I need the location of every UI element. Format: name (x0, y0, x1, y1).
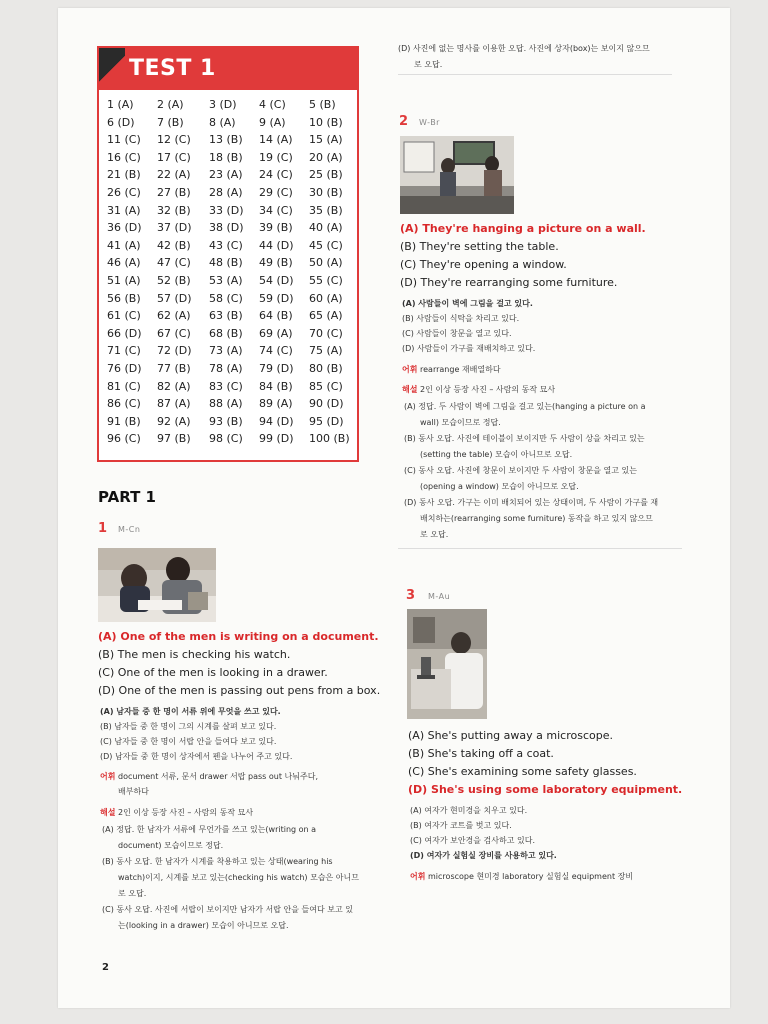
corner-decoration (99, 48, 125, 90)
answer-key-item: 52 (B) (157, 274, 191, 287)
q3-speaker: M-Au (428, 592, 451, 601)
q1-number: 1 (98, 521, 108, 536)
answer-key-item: 21 (B) (107, 168, 141, 182)
answer-key-item: 93 (B) (209, 414, 243, 428)
answer-key-item: 13 (B) (209, 133, 243, 147)
q1-translation-c: (C) 남자들 중 한 명이 서랍 안을 들여다 보고 있다. (100, 737, 277, 746)
answer-key-item: 85 (C) (309, 379, 343, 393)
answer-key-item: 25 (B) (309, 168, 343, 182)
answer-key-item: 67 (C) (157, 326, 191, 340)
q1-option-a: (A) One of the men is writing on a document. (98, 630, 379, 643)
answer-key-item: 64 (B) (259, 309, 293, 323)
q2-exp-line: (C) 동사 오답. 사진에 창문이 보이지만 두 사람이 창문을 열고 있는 (404, 466, 637, 475)
q3-option-d: (D) She's using some laboratory equipment. (408, 783, 683, 796)
answer-key-item: 66 (D) (107, 326, 142, 340)
answer-key-item: 79 (D) (259, 362, 294, 375)
answer-key-item: 77 (B) (157, 362, 191, 375)
answer-key-item: 39 (B) (259, 221, 293, 235)
answer-key-item: 90 (D) (309, 397, 344, 411)
answer-key-item: 20 (A) (309, 150, 343, 164)
answer-key-item: 72 (D) (157, 344, 192, 358)
answer-key-item: 97 (B) (157, 432, 191, 446)
answer-key-item: 15 (A) (309, 133, 343, 147)
answer-key-item: 53 (A) (209, 274, 243, 287)
answer-key-item: 88 (A) (209, 397, 243, 411)
answer-key-item: 71 (C) (107, 344, 141, 358)
q1-exp-line: document) 모습이므로 정답. (118, 841, 224, 850)
answer-key-box (97, 46, 359, 462)
q2-vocab (402, 364, 501, 375)
answer-key-item: 45 (C) (309, 238, 343, 252)
answer-key-item: 62 (A) (157, 309, 191, 323)
q1-option-d: (D) One of the men is passing out pens from a box. (98, 684, 381, 697)
q1-exp-title: 2인 이상 등장 사진 – 사람의 동작 묘사 (118, 808, 254, 817)
q2-exp-line: (setting the table) 모습이 아니므로 오답. (420, 450, 573, 459)
answer-key-item: 96 (C) (107, 432, 141, 446)
answer-key-item: 26 (C) (107, 186, 141, 199)
answer-key-item: 95 (D) (309, 414, 344, 428)
answer-key-item: 82 (A) (157, 379, 191, 393)
answer-key-item: 19 (C) (259, 150, 293, 164)
answer-key-item: 44 (D) (259, 238, 294, 252)
top-continued-line1: (D) 사진에 없는 명사를 이용한 오답. 사진에 상자(box)는 보이지 않으므 (398, 44, 650, 53)
answer-key-item: 29 (C) (259, 186, 293, 199)
answer-key-item: 69 (A) (259, 326, 293, 340)
q3-option-a: (A) She's putting away a microscope. (408, 729, 613, 742)
answer-key-item: 57 (D) (157, 291, 192, 305)
answer-key-item: 84 (B) (259, 379, 293, 393)
answer-key-item: 30 (B) (309, 186, 343, 199)
q1-exp-label: 해설 (100, 808, 116, 817)
q3-option-c: (C) She's examining some safety glasses. (408, 765, 637, 778)
answer-key-item: 92 (A) (157, 414, 191, 428)
q1-speaker: M-Cn (118, 525, 141, 534)
answer-key-item: 98 (C) (209, 432, 243, 446)
q1-vocab (100, 771, 318, 782)
q2-exp-line: (D) 동사 오답. 가구는 이미 배치되어 있는 상태이며, 두 사람이 가구를 재 (404, 498, 659, 507)
answer-key-item: 94 (D) (259, 414, 294, 428)
q1-explanation (102, 822, 382, 934)
answer-key-item: 2 (A) (157, 98, 184, 111)
q2-exp-line: (opening a window) 모습이 아니므로 오답. (420, 482, 579, 491)
answer-key-item: 10 (B) (309, 115, 343, 129)
answer-key-item: 76 (D) (107, 362, 142, 375)
answer-key-item: 65 (A) (309, 309, 343, 323)
answer-key-item: 27 (B) (157, 186, 191, 199)
q2-exp-line: (A) 정답. 두 사람이 벽에 그림을 걸고 있는(hanging a picture on a (404, 402, 646, 411)
q3-vocab-label: 어휘 (410, 872, 426, 881)
answer-key-item: 59 (D) (259, 291, 294, 305)
answer-key-item: 7 (B) (157, 115, 184, 129)
q2-explanation (404, 399, 684, 543)
q2-explanation-heading (402, 384, 555, 395)
q2-exp-title: 2인 이상 등장 사진 – 사람의 동작 묘사 (420, 385, 556, 394)
q2-vocab-line1: rearrange 재배열하다 (420, 365, 501, 374)
divider (398, 74, 672, 75)
answer-key-item: 28 (A) (209, 186, 243, 199)
q1-translation-a: (A) 남자들 중 한 명이 서류 위에 무엇을 쓰고 있다. (100, 707, 281, 716)
answer-key-item: 18 (B) (209, 150, 243, 164)
q3-vocab-line1: microscope 현미경 laboratory 실험실 equipment 장비 (428, 872, 634, 881)
q2-speaker: W-Br (419, 118, 440, 127)
answer-key-item: 32 (B) (157, 203, 191, 217)
answer-key-item: 91 (B) (107, 414, 141, 428)
answer-key-item: 55 (C) (309, 274, 343, 287)
answer-key-item: 87 (A) (157, 397, 191, 411)
q1-vocab-line1: document 서류, 문서 drawer 서랍 pass out 나눠주다, (118, 772, 318, 781)
answer-key-item: 40 (A) (309, 221, 343, 235)
answer-key-item: 8 (A) (209, 115, 236, 129)
answer-key-item: 63 (B) (209, 309, 243, 323)
q1-exp-line: watch)이지, 시계를 보고 있는(checking his watch) 모습은 아니므 (118, 873, 359, 882)
q3-photo (407, 609, 487, 719)
q3-translation-b: (B) 여자가 코트를 벗고 있다. (410, 821, 512, 830)
answer-key-item: 41 (A) (107, 238, 141, 252)
top-continued-line2: 로 오답. (414, 60, 443, 69)
q2-exp-line: (B) 동사 오답. 사진에 테이블이 보이지만 두 사람이 상을 차리고 있는 (404, 434, 645, 443)
answer-key-item: 38 (D) (209, 221, 244, 235)
q1-vocab-line2: 배부하다 (118, 787, 149, 796)
part-title: PART 1 (98, 488, 156, 506)
answer-key-item: 81 (C) (107, 379, 141, 393)
q2-translation-c: (C) 사람들이 창문을 열고 있다. (402, 329, 512, 338)
q2-option-d: (D) They're rearranging some furniture. (400, 276, 618, 289)
answer-key-item: 100 (B) (309, 432, 350, 446)
answer-key-item: 4 (C) (259, 98, 286, 111)
answer-key-item: 58 (C) (209, 291, 243, 305)
answer-key-item: 34 (C) (259, 203, 293, 217)
answer-key-item: 5 (B) (309, 98, 336, 111)
q1-exp-line: 로 오답. (118, 889, 147, 898)
answer-key-item: 46 (A) (107, 256, 141, 270)
answer-key-item: 6 (D) (107, 115, 135, 129)
answer-key-item: 68 (B) (209, 326, 243, 340)
q1-translation-b: (B) 남자들 중 한 명이 그의 시계를 살펴 보고 있다. (100, 722, 277, 731)
q1-photo (98, 548, 216, 622)
q2-exp-line: 로 오답. (420, 530, 449, 539)
answer-key-item: 54 (D) (259, 274, 294, 287)
q1-exp-line: (B) 동사 오답. 한 남자가 시계를 착용하고 있는 상태(wearing his (102, 857, 333, 866)
q1-explanation-heading (100, 807, 253, 818)
answer-key-item: 33 (D) (209, 203, 244, 217)
answer-key-item: 22 (A) (157, 168, 191, 182)
answer-key-item: 36 (D) (107, 221, 142, 235)
q1-exp-line: 는(looking in a drawer) 모습이 아니므로 오답. (118, 921, 289, 930)
answer-key-item: 73 (A) (209, 344, 243, 358)
answer-key-item: 61 (C) (107, 309, 141, 323)
answer-key-item: 89 (A) (259, 397, 293, 411)
q2-option-a: (A) They're hanging a picture on a wall. (400, 222, 646, 235)
answer-key-item: 86 (C) (107, 397, 141, 411)
q3-option-b: (B) She's taking off a coat. (408, 747, 554, 760)
answer-key-item: 50 (A) (309, 256, 343, 270)
answer-key-item: 23 (A) (209, 168, 243, 182)
answer-key-item: 17 (C) (157, 150, 191, 164)
answer-key-item: 78 (A) (209, 362, 243, 375)
divider (398, 548, 682, 549)
answer-key-item: 75 (A) (309, 344, 343, 358)
answer-key-item: 51 (A) (107, 274, 141, 287)
q2-number: 2 (399, 114, 409, 129)
q3-number: 3 (406, 588, 416, 603)
q1-option-c: (C) One of the men is looking in a drawer. (98, 666, 328, 679)
answer-key-item: 9 (A) (259, 115, 286, 129)
q3-vocab (410, 871, 633, 882)
q2-translation-b: (B) 사람들이 식탁을 차리고 있다. (402, 314, 520, 323)
answer-key-item: 1 (A) (107, 98, 134, 111)
answer-key-item: 83 (C) (209, 379, 243, 393)
answer-key-item: 43 (C) (209, 238, 243, 252)
test-title: TEST 1 (129, 56, 216, 81)
answer-key-item: 3 (D) (209, 98, 237, 111)
answer-key-item: 56 (B) (107, 291, 141, 305)
answer-key-item: 12 (C) (157, 133, 191, 147)
q2-option-c: (C) They're opening a window. (400, 258, 567, 271)
answer-key-item: 42 (B) (157, 238, 191, 252)
q2-exp-label: 해설 (402, 385, 418, 394)
q2-translation-a: (A) 사람들이 벽에 그림을 걸고 있다. (402, 299, 533, 308)
q1-vocab-label: 어휘 (100, 772, 116, 781)
answer-key-item: 70 (C) (309, 326, 343, 340)
answer-key-item: 74 (C) (259, 344, 293, 358)
q2-exp-line: wall) 모습이므로 정답. (420, 418, 501, 427)
answer-key-item: 11 (C) (107, 133, 141, 147)
q1-option-b: (B) The men is checking his watch. (98, 648, 291, 661)
answer-key-item: 35 (B) (309, 203, 343, 217)
q1-translation-d: (D) 남자들 중 한 명이 상자에서 펜을 나누어 주고 있다. (100, 752, 293, 761)
answer-key-item: 99 (D) (259, 432, 294, 446)
answer-key-item: 60 (A) (309, 291, 343, 305)
answer-key-item: 37 (D) (157, 221, 192, 235)
answer-key-item: 14 (A) (259, 133, 293, 147)
q2-photo (400, 136, 514, 214)
answer-key-item: 80 (B) (309, 362, 343, 375)
q3-translation-d: (D) 여자가 실험실 장비를 사용하고 있다. (410, 851, 557, 860)
q3-translation-a: (A) 여자가 현미경을 치우고 있다. (410, 806, 528, 815)
answer-key-item: 49 (B) (259, 256, 293, 270)
q3-translation-c: (C) 여자가 보안경을 검사하고 있다. (410, 836, 536, 845)
answer-key-header (99, 48, 357, 90)
page-number: 2 (102, 962, 109, 973)
q2-vocab-label: 어휘 (402, 365, 418, 374)
q2-exp-line: 배치하는(rearranging some furniture) 동작을 하고 있지 않으므 (420, 514, 653, 523)
q2-translation-d: (D) 사람들이 가구를 재배치하고 있다. (402, 344, 536, 353)
answer-key-item: 48 (B) (209, 256, 243, 270)
answer-key-item: 31 (A) (107, 203, 141, 217)
q2-option-b: (B) They're setting the table. (400, 240, 559, 253)
answer-key-item: 47 (C) (157, 256, 191, 270)
answer-key-item: 16 (C) (107, 150, 141, 164)
answer-key-item: 24 (C) (259, 168, 293, 182)
q1-exp-line: (A) 정답. 한 남자가 서류에 무언가를 쓰고 있는(writing on a (102, 825, 317, 834)
q1-exp-line: (C) 동사 오답. 사진에 서랍이 보이지만 남자가 서랍 안을 들여다 보고 있 (102, 905, 353, 914)
